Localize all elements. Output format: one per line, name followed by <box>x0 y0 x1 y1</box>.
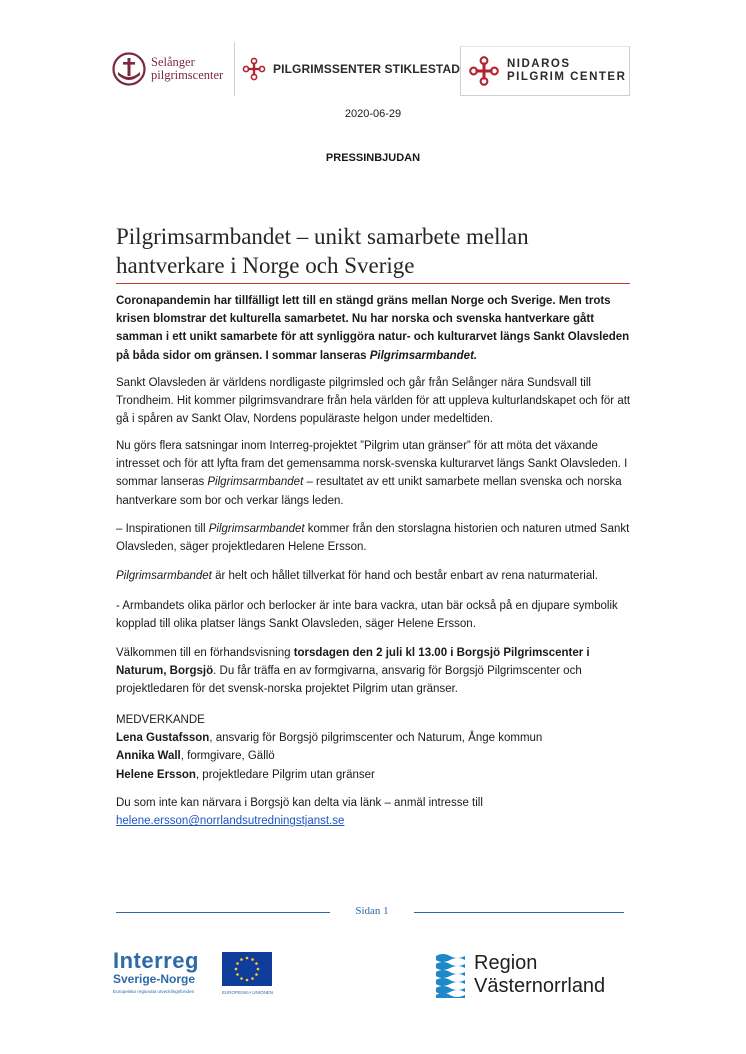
selanger-line2: pilgrimscenter <box>151 68 224 82</box>
region-text <box>474 952 605 998</box>
paragraph-6 <box>116 644 636 699</box>
article-title: Pilgrimsarmbandet – unikt samarbete mellan hantverkare i Norge och Sverige <box>116 222 630 284</box>
olav-cross-icon <box>241 51 267 87</box>
selanger-logo-text <box>151 56 223 82</box>
participant-row <box>116 729 636 747</box>
participants-section <box>116 711 636 784</box>
nidaros-line2: PILGRIM CENTER <box>507 71 627 83</box>
participant-name: Annika Wall <box>116 750 181 763</box>
lead-text: Coronapandemin har tillfälligt lett till en stängd gräns mellan Norge och Sverige. Men trots krisen blomstrar det kulturella samarbetet. Nu har norska och svenska hantverkare gått samman i ett unikt samarbete för att synliggöra natur- och kulturarvet längs Sankt Olavsleden på båda sidor om gränsen. I sommar lanseras <box>116 295 630 362</box>
selanger-logo <box>112 42 232 96</box>
participants-heading: MEDVERKANDE <box>116 714 205 726</box>
paragraph-4 <box>116 567 636 585</box>
paragraph-3-text-a: – Inspirationen till <box>116 523 209 535</box>
eu-flag-icon <box>222 952 272 986</box>
paragraph-5 <box>116 597 636 633</box>
participant-role: , ansvarig för Borgsjö pilgrimscenter och Naturum, Ånge kommun <box>209 732 543 745</box>
olav-cross-icon <box>467 54 501 88</box>
paragraph-5-text: - Armbandets olika pärlor och berlocker är inte bara vackra, utan bär också på en djupare symbolik kopplad till olika platser längs Sankt Olavsleden, säger Helene Ersson. <box>116 600 618 631</box>
participant-row <box>116 766 636 784</box>
paragraph-1-text: Sankt Olavsleden är världens nordligaste pilgrimsled och går från Selånger nära Sundsvall till Trondheim. Hit kommer pilgrimsvandrare från hela världen för att uppleva kulturlandskapet och för att gå i spåren av Sankt Olav, Nordens populäraste helgon under medeltiden. <box>116 377 631 426</box>
participant-role: , formgivare, Gällö <box>180 750 275 763</box>
paragraph-2 <box>116 437 636 510</box>
interreg-subtitle: Sverige-Norge <box>113 972 196 986</box>
lead-emphasis: Pilgrimsarmbandet. <box>369 349 478 362</box>
paragraph-3 <box>116 520 636 556</box>
stiklestad-logo-text: PILGRIMSSENTER STIKLESTAD <box>273 62 460 76</box>
document-date: 2020-06-29 <box>344 108 402 120</box>
selanger-emblem-icon <box>112 52 146 86</box>
paragraph-4-text: är helt och hållet tillverkat för hand och består enbart av rena naturmaterial. <box>211 570 598 582</box>
lead-paragraph <box>116 292 636 365</box>
nidaros-logo-text <box>507 58 626 84</box>
remote-participation <box>116 794 636 830</box>
paragraph-3-emphasis: Pilgrimsarmbandet <box>208 523 305 535</box>
selanger-line1: Selånger <box>151 55 195 69</box>
paragraph-2-emphasis: Pilgrimsarmbandet <box>207 476 304 489</box>
paragraph-3-text-b: kommer från den storslagna historien och naturen utmed Sankt Olavsleden, säger projektledaren Helene Ersson. <box>116 523 630 554</box>
paragraph-2-text-b: – resultatet av ett unikt samarbete mellan svenska och norska hantverkare som bor och verkar längs leden. <box>116 476 622 507</box>
interreg-wordmark: Interreg <box>113 948 199 973</box>
participant-name: Lena Gustafsson <box>116 732 210 745</box>
region-waves-icon <box>434 952 468 998</box>
remote-text: Du som inte kan närvara i Borgsjö kan delta via länk – anmäl intresse till <box>116 797 483 809</box>
page-number: Sidan 1 <box>330 905 414 917</box>
region-line2: Västernorrland <box>474 975 606 997</box>
interreg-logo <box>113 950 199 994</box>
document-type: PRESSINBJUDAN <box>325 152 421 164</box>
paragraph-4-emphasis: Pilgrimsarmbandet <box>116 570 212 582</box>
participant-row <box>116 747 636 765</box>
stiklestad-logo <box>234 42 460 96</box>
interreg-fund-text: Europeiska regionala utvecklingsfonden <box>113 989 195 994</box>
paragraph-6-strong: torsdagen den 2 juli kl 13.00 i Borgsjö Pilgrimscenter i Naturum, Borgsjö <box>116 647 590 678</box>
paragraph-2-text-a: Nu görs flera satsningar inom Interreg-projektet ”Pilgrim utan gränser” för att möta det växande intresset och för att lyfta fram det gemensamma norsk-svenska kulturarvet längs Sankt Olavsleden. I sommar lanseras <box>116 440 628 489</box>
paragraph-6-text-b: . Du får träffa en av formgivarna, ansvarig för Borgsjö Pilgrimscenter och projektledaren för det svensk-norska projektet Pilgrim utan gränser. <box>116 665 582 696</box>
participant-role: , projektledare Pilgrim utan gränser <box>195 768 375 781</box>
participant-name: Helene Ersson <box>116 768 196 781</box>
region-vasternorrland-logo <box>434 952 634 1000</box>
region-line1: Region <box>474 952 538 974</box>
paragraph-1 <box>116 374 636 429</box>
email-link[interactable]: helene.ersson@norrlandsutredningstjanst.se <box>116 815 345 828</box>
nidaros-logo <box>460 46 630 96</box>
nidaros-line1: NIDAROS <box>507 58 571 70</box>
paragraph-6-text-a: Välkommen till en förhandsvisning <box>116 647 294 659</box>
eu-caption: EUROPEISKA UNIONEN <box>222 990 274 995</box>
